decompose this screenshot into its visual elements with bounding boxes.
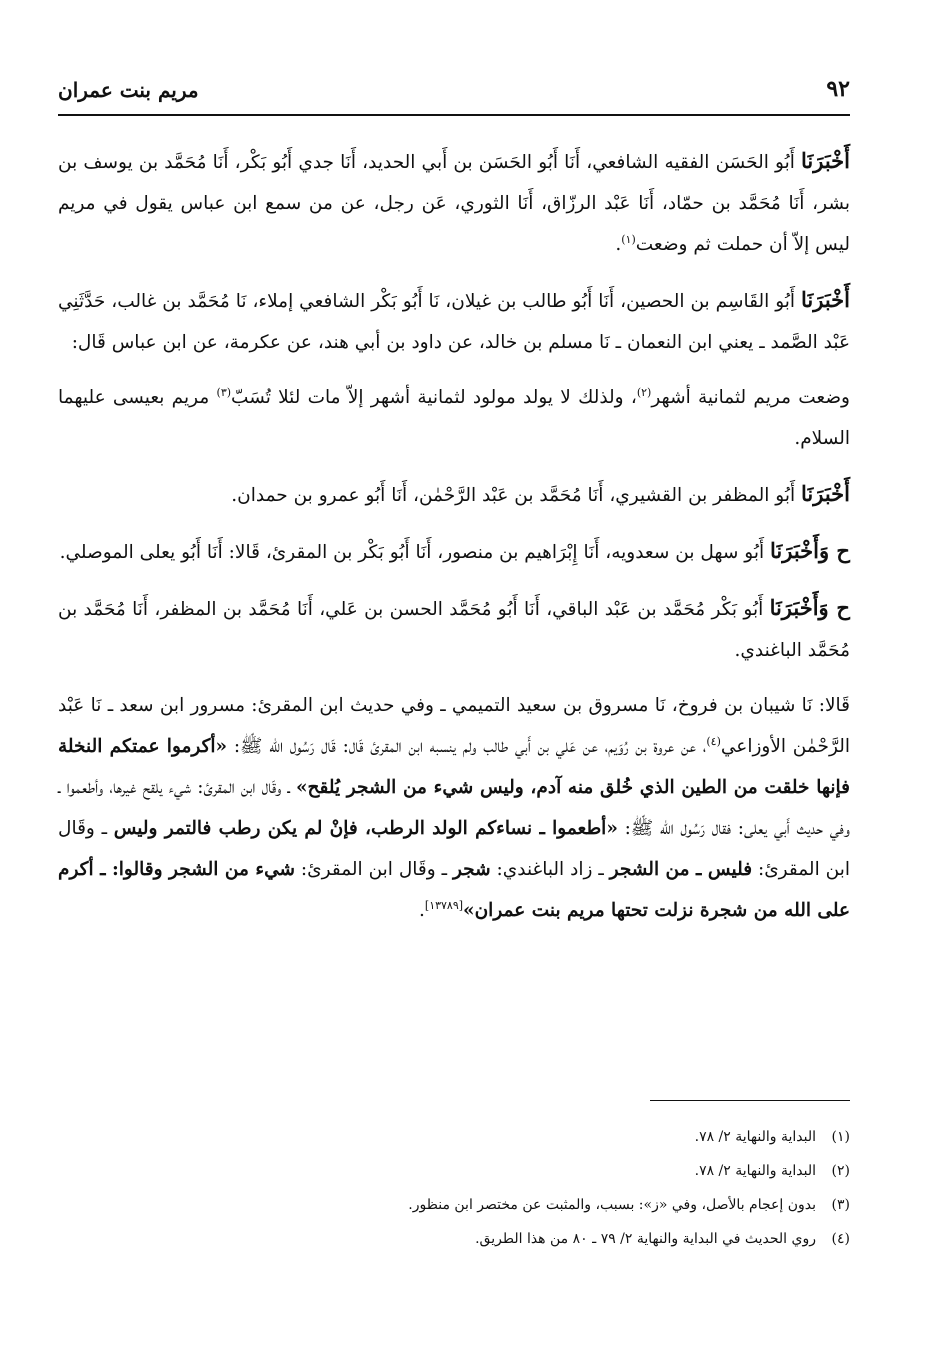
footnote-number: (٢) bbox=[831, 1163, 850, 1179]
paragraph-tail: . bbox=[419, 900, 425, 921]
paragraph-text: ، ولذلك لا يولد مولود لثمانية أشهر إلاّ مات لئلا تُسَبّ bbox=[231, 387, 637, 408]
footnote-text: بدون إعجام بالأصل، وفي «ز»: بسبب، والمثبت عن مختصر ابن منظور. bbox=[408, 1197, 816, 1213]
page-number: ٩٢ bbox=[826, 76, 850, 102]
hadith-quote: شيء من الشجر وقالوا: ـ أكرم على الله من شجرة نزلت تحتها مريم بنت عمران» bbox=[58, 859, 850, 921]
footnote-4 bbox=[58, 1222, 850, 1256]
paragraph-tail: . bbox=[615, 234, 622, 255]
footnote-text: البداية والنهاية ٢/ ٧٨. bbox=[694, 1163, 816, 1179]
running-title: مريم بنت عمران bbox=[58, 78, 199, 102]
akhbarana-lead: أَخْبَرَنَا bbox=[801, 287, 850, 312]
paragraph-1 bbox=[58, 140, 850, 265]
hadith-prefix: ح وَ bbox=[818, 595, 850, 620]
footnote-2 bbox=[58, 1154, 850, 1188]
header-rule bbox=[58, 114, 850, 116]
paragraph-text: ، عن عروة بن رُوَيم، عن عَلي بن أَبي طالب ولم ينسبه ابن المقرئ قَال: قَال رَسُول الله ﷺ: bbox=[227, 736, 707, 757]
footnote-1 bbox=[58, 1120, 850, 1154]
footnote-number: (٤) bbox=[831, 1231, 850, 1247]
main-text bbox=[58, 140, 850, 945]
paragraph-text: ـ زاد الباغندي: bbox=[490, 859, 610, 880]
hadith-quote: شجر bbox=[452, 859, 491, 880]
paragraph-text: ـ وقَال ابن المقرئ: bbox=[58, 818, 850, 880]
paragraph-text: أَبُو القَاسِم بن الحصين، أَنَا أَبُو طالب بن غيلان، نَا أَبُو بَكْر الشافعي إملاء، نَا مُحَمَّد بن غالب، حَدَّثَنِي عَبْد الصَّمد ـ يعني ابن النعمان ـ نَا مسلم بن خالد، عن داود بن أبي هند، عن عكرمة، عن ابن عباس قَال: bbox=[58, 291, 850, 353]
footnotes bbox=[58, 1120, 850, 1256]
footnote-ref-4[interactable]: (٤) bbox=[706, 734, 721, 748]
paragraph-5 bbox=[58, 530, 850, 573]
paragraph-text: وضعت مريم لثمانية أشهر bbox=[651, 387, 850, 408]
paragraph-text: أَبُو سهل بن سعدويه، أَنَا إِبْرَاهيم بن منصور، أَنَا أَبُو بَكْر بن المقرئ، قَالا: أَنَا أَبُو يعلى الموصلي. bbox=[59, 542, 770, 563]
akhbarana-lead: أَخْبَرَنَا bbox=[801, 481, 850, 506]
footnote-rule bbox=[650, 1100, 850, 1101]
hadith-quote: فليس ـ من الشجر bbox=[609, 859, 753, 880]
hadith-prefix: ح وَ bbox=[818, 538, 850, 563]
paragraph-6 bbox=[58, 587, 850, 671]
footnote-ref-1[interactable]: (١) bbox=[621, 232, 636, 246]
footnote-text: روي الحديث في البداية والنهاية ٢/ ٧٩ ـ ٨٠ من هذا الطريق. bbox=[475, 1231, 816, 1247]
hadith-number: [١٣٧٨٩] bbox=[424, 898, 464, 912]
hadith-quote: «أكرموا عمتكم النخلة فإنها خلقت من الطين الذي خُلق منه آدم، وليس شيء من الشجر يُلقح» bbox=[58, 736, 850, 798]
paragraph-text: ـ وقَال ابن المقرئ: bbox=[295, 859, 453, 880]
footnote-3 bbox=[58, 1188, 850, 1222]
footnote-number: (١) bbox=[831, 1129, 850, 1145]
footnote-ref-2[interactable]: (٢) bbox=[636, 385, 652, 399]
paragraph-7 bbox=[58, 685, 850, 931]
page-header bbox=[58, 70, 850, 110]
footnote-text: البداية والنهاية ٢/ ٧٨. bbox=[694, 1129, 816, 1145]
paragraph-2 bbox=[58, 279, 850, 363]
paragraph-text: ـ وقَال ابن المقرئ: شيء يلقح غيرها، وأطعموا ـ وفي حديث أَبي يعلى: فقال رَسُول الله ﷺ: bbox=[58, 777, 850, 839]
paragraph-text: أَبُو بَكْر مُحَمَّد بن عَبْد الباقي، أَنَا أَبُو مُحَمَّد الحسن بن عَلي، أَنَا مُحَمَّد بن المظفر، أَنَا مُحَمَّد بن مُحَمَّد الباغندي. bbox=[58, 599, 850, 661]
paragraph-text: أَبُو الحَسَن الفقيه الشافعي، أَنَا أَبُو الحَسَن بن أَبي الحديد، أَنَا جدي أَبُو بَكْر، أَنَا مُحَمَّد بن يوسف بن بشر، أَنَا مُحَمَّد بن حمّاد، أَنَا عَبْد الرزّاق، أَنَا الثوري، عَن رجل، عن من سمع ابن عباس يقول في مريم ليس إلاّ أن حملت ثم وضعت bbox=[58, 152, 850, 255]
akhbarana-lead: أَخْبَرَنَا bbox=[770, 538, 819, 563]
document-page bbox=[58, 60, 850, 1300]
paragraph-text: قَالا: نَا شيبان بن فروخ، نَا مسروق بن سعيد التميمي ـ وفي حديث ابن المقرئ: مسرور ابن سعد ـ نَا عَبْد الرَّحْمٰن الأوزاعي bbox=[58, 695, 850, 757]
footnote-number: (٣) bbox=[831, 1197, 850, 1213]
paragraph-text: أَبُو المظفر بن القشيري، أَنَا مُحَمَّد بن عَبْد الرَّحْمٰن، أَنَا أَبُو عمرو بن حمدان. bbox=[231, 485, 802, 506]
akhbarana-lead: أَخْبَرَنَا bbox=[801, 148, 850, 173]
paragraph-3 bbox=[58, 377, 850, 459]
footnote-ref-3[interactable]: (٣) bbox=[216, 385, 232, 399]
akhbarana-lead: أَخْبَرَنَا bbox=[769, 595, 819, 620]
hadith-quote: «أطعموا ـ نساءكم الولد الرطب، فإنْ لم يكن رطب فالتمر وليس bbox=[113, 818, 618, 839]
paragraph-4 bbox=[58, 473, 850, 516]
paragraph-text: مريم بعيسى عليهما السلام. bbox=[58, 387, 850, 449]
